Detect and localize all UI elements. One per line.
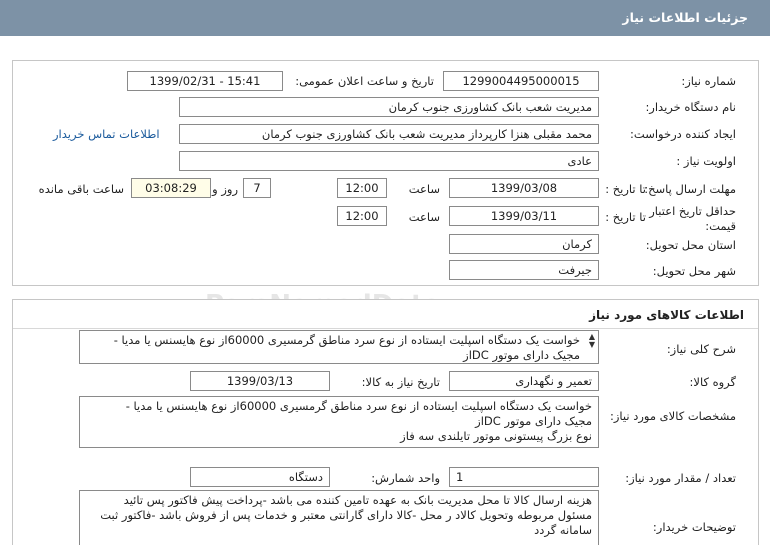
deadline-label: مهلت ارسال پاسخ:	[644, 182, 736, 196]
city-label: شهر محل تحویل:	[652, 264, 736, 278]
remaining-time-label: ساعت باقی مانده	[38, 182, 124, 196]
specs-line-2: مجیک دارای موتور DCاز	[475, 414, 592, 428]
goods-group-label: گروه کالا:	[689, 375, 736, 389]
need-number-field: 1299004495000015	[443, 71, 599, 91]
quantity-label: تعداد / مقدار مورد نیاز:	[625, 471, 736, 485]
specs-line-3: نوع بزرگ پیستونی موتور تایلندی سه فاز	[400, 429, 592, 443]
remaining-time-field: 03:08:29	[131, 178, 211, 198]
announce-datetime-field: 1399/02/31 - 15:41	[127, 71, 283, 91]
province-field: کرمان	[449, 234, 599, 254]
specs-line-1: خواست یک دستگاه اسپلیت ایستاده از نوع سرد مناطق گرمسیری 60000از نوع هایسنس یا مدیا -	[125, 399, 592, 413]
quantity-field: 1	[449, 467, 599, 487]
deadline-to-date-label: تا تاریخ :	[605, 182, 646, 196]
validity-time-field: 12:00	[337, 206, 387, 226]
buyer-description-label: توضیحات خریدار:	[652, 520, 736, 534]
section-divider	[13, 328, 758, 329]
buyer-description-text: هزینه ارسال کالا تا محل مدیریت بانک به عهده تامین کننده می باشد -پرداخت پیش فاکتور پس تائید مسئول مربوطه وتحویل کالاد ر محل -کالا دارای گارانتی معتبر و خدمات پس از فروش باشد -فاکتور ثبت سامانه گردد	[100, 493, 592, 537]
deadline-date-field: 1399/03/08	[449, 178, 599, 198]
need-date-field: 1399/03/13	[190, 371, 330, 391]
buyer-description-textarea[interactable]	[79, 490, 599, 545]
summary-label: شرح کلی نیاز:	[666, 342, 736, 356]
page-header	[0, 0, 770, 36]
buyer-label: نام دستگاه خریدار:	[645, 100, 736, 114]
validity-label-line2: قیمت:	[705, 219, 736, 233]
validity-label-line1: حداقل تاریخ اعتبار	[649, 204, 736, 218]
days-label: روز و	[212, 182, 238, 196]
creator-field: محمد مقبلی هنزا کارپرداز مدیریت شعب بانک کشاورزی جنوب کرمان	[179, 124, 599, 144]
city-field: جیرفت	[449, 260, 599, 280]
buyer-field: مدیریت شعب بانک کشاورزی جنوب کرمان	[179, 97, 599, 117]
priority-field: عادی	[179, 151, 599, 171]
goods-info-panel	[12, 299, 759, 545]
summary-text: خواست یک دستگاه اسپلیت ایستاده از نوع سرد مناطق گرمسیری 60000از نوع هایسنس یا مدیا - مجیک دارای موتور DCاز	[113, 333, 580, 362]
need-date-label: تاریخ نیاز به کالا:	[361, 375, 440, 389]
deadline-time-label: ساعت	[408, 182, 440, 196]
textarea-scroll-arrows[interactable]: ▲ ▼	[588, 332, 595, 349]
goods-section-title: اطلاعات کالاهای مورد نیاز	[589, 308, 744, 322]
unit-label: واحد شمارش:	[371, 471, 440, 485]
page-title: جزئیات اطلاعات نیاز	[622, 10, 748, 25]
goods-group-field: تعمیر و نگهداری	[449, 371, 599, 391]
deadline-time-field: 12:00	[337, 178, 387, 198]
validity-time-label: ساعت	[408, 210, 440, 224]
creator-label: ایجاد کننده درخواست:	[630, 127, 736, 141]
buyer-contact-link[interactable]: اطلاعات تماس خریدار	[53, 127, 160, 141]
announce-label: تاریخ و ساعت اعلان عمومی:	[295, 74, 434, 88]
specs-textarea[interactable]	[79, 396, 599, 448]
specs-label: مشخصات کالای مورد نیاز:	[609, 409, 736, 423]
days-remaining-field: 7	[243, 178, 271, 198]
summary-textarea[interactable]	[79, 330, 599, 364]
need-number-label: شماره نیاز:	[681, 74, 736, 88]
province-label: استان محل تحویل:	[645, 238, 736, 252]
need-info-panel	[12, 60, 759, 286]
priority-label: اولویت نیاز :	[676, 154, 736, 168]
unit-field: دستگاه	[190, 467, 330, 487]
validity-date-field: 1399/03/11	[449, 206, 599, 226]
validity-to-date-label: تا تاریخ :	[605, 210, 646, 224]
